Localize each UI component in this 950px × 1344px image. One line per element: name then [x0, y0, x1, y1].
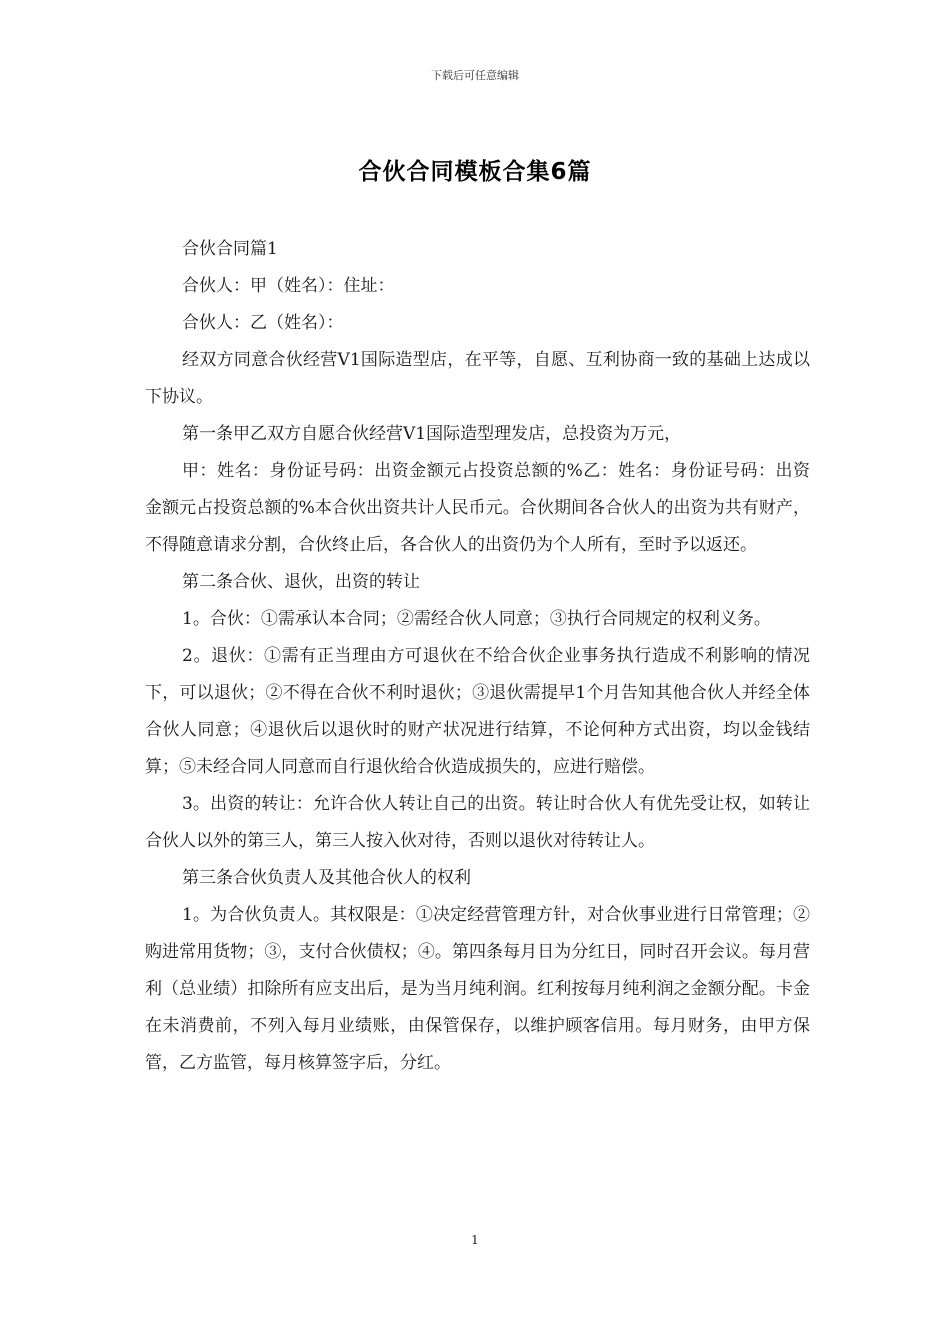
header-note: 下载后可任意编辑 [431, 69, 519, 82]
clause-manager-rights: 1。为合伙负责人。其权限是：①决定经营管理方针，对合伙事业进行日常管理；②购进常用货物；③，支付合伙债权；④。第四条每月日为分红日，同时召开会议。每月营利（总业绩）扣除所有应支出后，是为当月纯利润。红利按每月纯利润之金额分配。卡金在未消费前，不列入每月业绩账，由保管保存，以维护顾客信用。每月财务，由甲方保管，乙方监管，每月核算签字后，分红。 [145, 905, 810, 1073]
intro-paragraph: 经双方同意合伙经营V1国际造型店，在平等，自愿、互利协商一致的基础上达成以下协议。 [145, 350, 810, 407]
document-title: 合伙合同模板合集6篇 [358, 159, 592, 185]
investment-paragraph: 甲：姓名：身份证号码：出资金额元占投资总额的%乙：姓名：身份证号码：出资金额元占投资总额的%本合伙出资共计人民币元。合伙期间各合伙人的出资为共有财产，不得随意请求分割，合伙终止后，各合伙人的出资仍为个人所有，至时予以返还。 [145, 461, 810, 555]
clause-withdraw: 2。退伙：①需有正当理由方可退伙在不给合伙企业事务执行造成不利影响的情况下，可以退伙；②不得在合伙不利时退伙；③退伙需提早1个月告知其他合伙人并经全体合伙人同意；④退伙后以退伙时的财产状况进行结算，不论何种方式出资，均以金钱结算；⑤未经合同人同意而自行退伙给合伙造成损失的，应进行赔偿。 [145, 646, 810, 777]
document-body [145, 231, 810, 1082]
clause-join: 1。合伙：①需承认本合同；②需经合伙人同意；③执行合同规定的权利义务。 [182, 609, 771, 629]
section-heading-contract-1: 合伙合同篇1 [182, 239, 278, 259]
article-3-heading: 第三条合伙负责人及其他合伙人的权利 [182, 868, 471, 888]
page-number: 1 [471, 1233, 479, 1247]
clause-transfer: 3。出资的转让：允许合伙人转让自己的出资。转让时合伙人有优先受让权，如转让合伙人以外的第三人，第三人按入伙对待，否则以退伙对待转让人。 [145, 794, 810, 851]
partner-a-line: 合伙人：甲（姓名）：住址： [182, 276, 395, 296]
article-2-heading: 第二条合伙、退伙，出资的转让 [182, 572, 420, 592]
article-1-heading: 第一条甲乙双方自愿合伙经营V1国际造型理发店，总投资为万元， [182, 424, 682, 444]
partner-b-line: 合伙人：乙（姓名）： [182, 313, 344, 333]
